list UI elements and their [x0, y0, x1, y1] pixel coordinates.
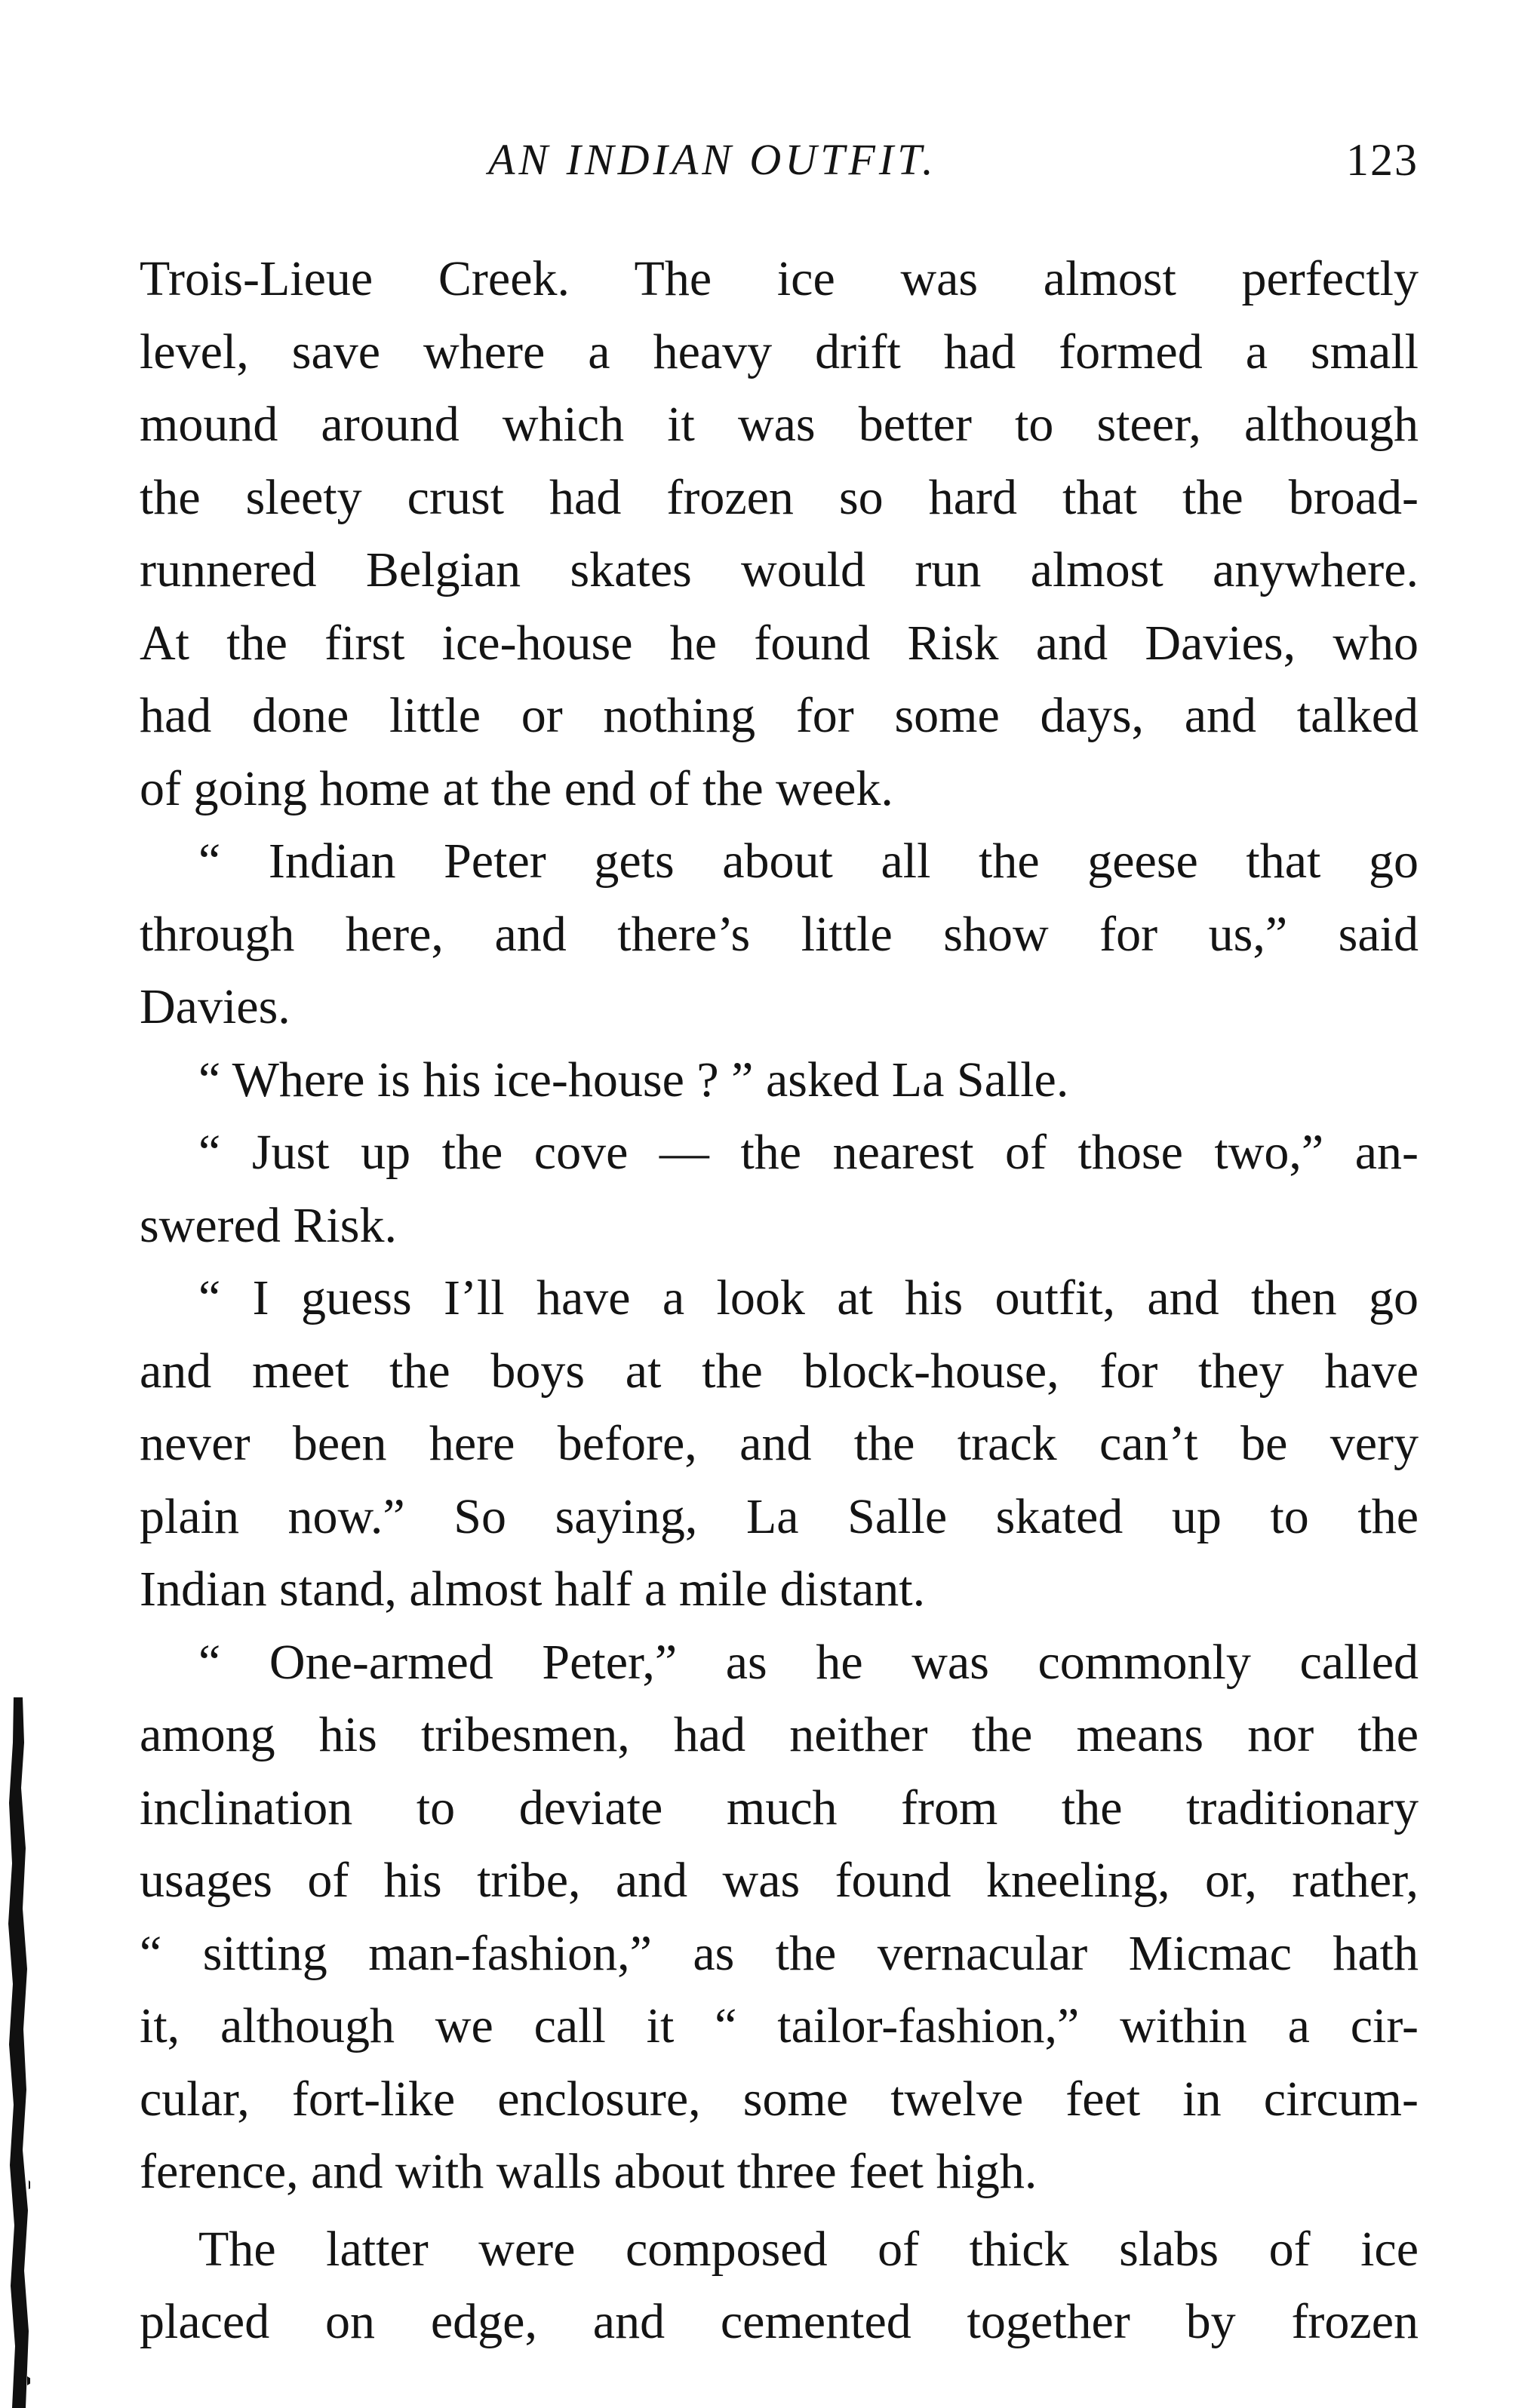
text-line: ference, and with walls about three feet high.	[140, 2144, 1037, 2199]
text-line: inclination to deviate much from the traditionary	[140, 1780, 1419, 1835]
text-line: level, save where a heavy drift had formed a small	[140, 324, 1419, 379]
text-line: “ Indian Peter gets about all the geese that go	[198, 834, 1419, 889]
text-line: “ One-armed Peter,” as he was commonly called	[198, 1634, 1419, 1690]
text-line: of going home at the end of the week.	[140, 760, 893, 816]
text-line: Indian stand, almost half a mile distant.	[140, 1562, 926, 1617]
text-line: At the first ice-house he found Risk and Davies, who	[140, 615, 1419, 671]
text-line: The latter were composed of thick slabs of ice	[198, 2221, 1419, 2277]
text-line: runnered Belgian skates would run almost anywhere.	[140, 542, 1419, 597]
text-line: “ I guess I’ll have a look at his outfit, and then go	[198, 1270, 1419, 1325]
text-line: “ Where is his ice-house ? ” asked La Salle.	[198, 1052, 1069, 1107]
page-number: 123	[1346, 135, 1419, 185]
text-line: cular, fort-like enclosure, some twelve feet in circum-	[140, 2071, 1419, 2127]
text-line: usages of his tribe, and was found kneeling, or, rather,	[140, 1853, 1419, 1908]
text-line: never been here before, and the track can’t be very	[140, 1416, 1419, 1471]
text-line: “ sitting man-fashion,” as the vernacular Micmac hath	[140, 1925, 1419, 1981]
text-line: placed on edge, and cemented together by frozen	[140, 2294, 1419, 2349]
text-line: swered Risk.	[140, 1197, 397, 1253]
running-title: AN INDIAN OUTFIT.	[488, 135, 937, 184]
text-line: Davies.	[140, 979, 290, 1034]
text-line: the sleety crust had frozen so hard that the broad-	[140, 469, 1419, 525]
text-line: “ Just up the cove — the nearest of those two,” an-	[198, 1125, 1419, 1180]
text-line: Trois-Lieue Creek. The ice was almost perfectly	[140, 251, 1419, 306]
text-line: among his tribesmen, had neither the means nor the	[140, 1707, 1419, 1762]
text-line: plain now.” So saying, La Salle skated up to the	[140, 1488, 1419, 1544]
binding-edge-shadow	[0, 1697, 30, 2408]
text-line: through here, and there’s little show for us,” said	[140, 906, 1419, 962]
text-line: had done little or nothing for some days, and talked	[140, 688, 1419, 743]
running-head	[140, 130, 1419, 190]
text-line: it, although we call it “ tailor-fashion,” within a cir-	[140, 1998, 1419, 2053]
text-line: and meet the boys at the block-house, for they have	[140, 1343, 1419, 1399]
body-text	[140, 243, 1419, 2359]
text-line: mound around which it was better to steer, although	[140, 397, 1419, 452]
